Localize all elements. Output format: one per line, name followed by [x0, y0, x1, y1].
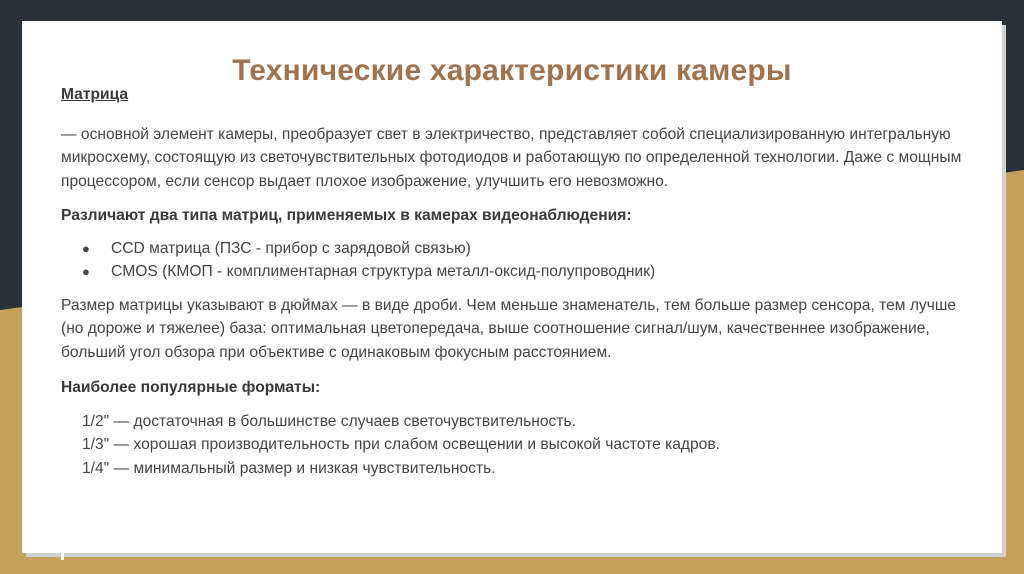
list-item-text: CMOS (КМОП - комплиментарная структура металл-оксид-полупроводник) — [111, 263, 656, 280]
size-paragraph: Размер матрицы указывают в дюймах — в виде дроби. Чем меньше знаменатель, тем больше размер сенсора, тем лучше (но дороже и тяжелее) база: оптимальная цветопередача, выше соотношение сигнал/шум, качественнее изображение, больший угол обзора при объективе с одинаковым фокусным расстоянием. — [61, 296, 957, 361]
format-line: 1/3" — хорошая производительность при слабом освещении и высокой частоте кадров. — [82, 436, 720, 453]
slide — [22, 21, 1002, 553]
types-list — [61, 237, 981, 284]
bullet-icon: ● — [82, 240, 90, 256]
corner-tick — [61, 548, 64, 560]
section-title: Матрица — [61, 86, 129, 103]
formats-heading: Наиболее популярные форматы: — [61, 379, 321, 396]
intro-paragraph: — основной элемент камеры, преобразует свет в электричество, представляет собой специализированную интегральную микросхему, состоящую из светочувствительных фотодиодов и работающую по определенной технологии. Даже с мощным процессором, если сенсор выдает плохое изображение, улучшить его невозможно. — [61, 125, 962, 190]
bullet-icon: ● — [82, 264, 90, 279]
formats-list — [61, 410, 981, 481]
format-line: 1/4" — минимальный размер и низкая чувствительность. — [82, 459, 496, 477]
list-item-text: CCD матрица (ПЗС - прибор с зарядовой связью) — [111, 239, 471, 257]
slide-title: Технические характеристики камеры — [232, 54, 792, 87]
types-heading: Различают два типа матриц, применяемых в камерах видеонаблюдения: — [61, 207, 632, 224]
slide-content — [61, 83, 981, 480]
list-item — [61, 260, 981, 284]
list-item — [61, 237, 981, 261]
format-line: 1/2" — достаточная в большинстве случаев светочувствительность. — [82, 412, 576, 430]
